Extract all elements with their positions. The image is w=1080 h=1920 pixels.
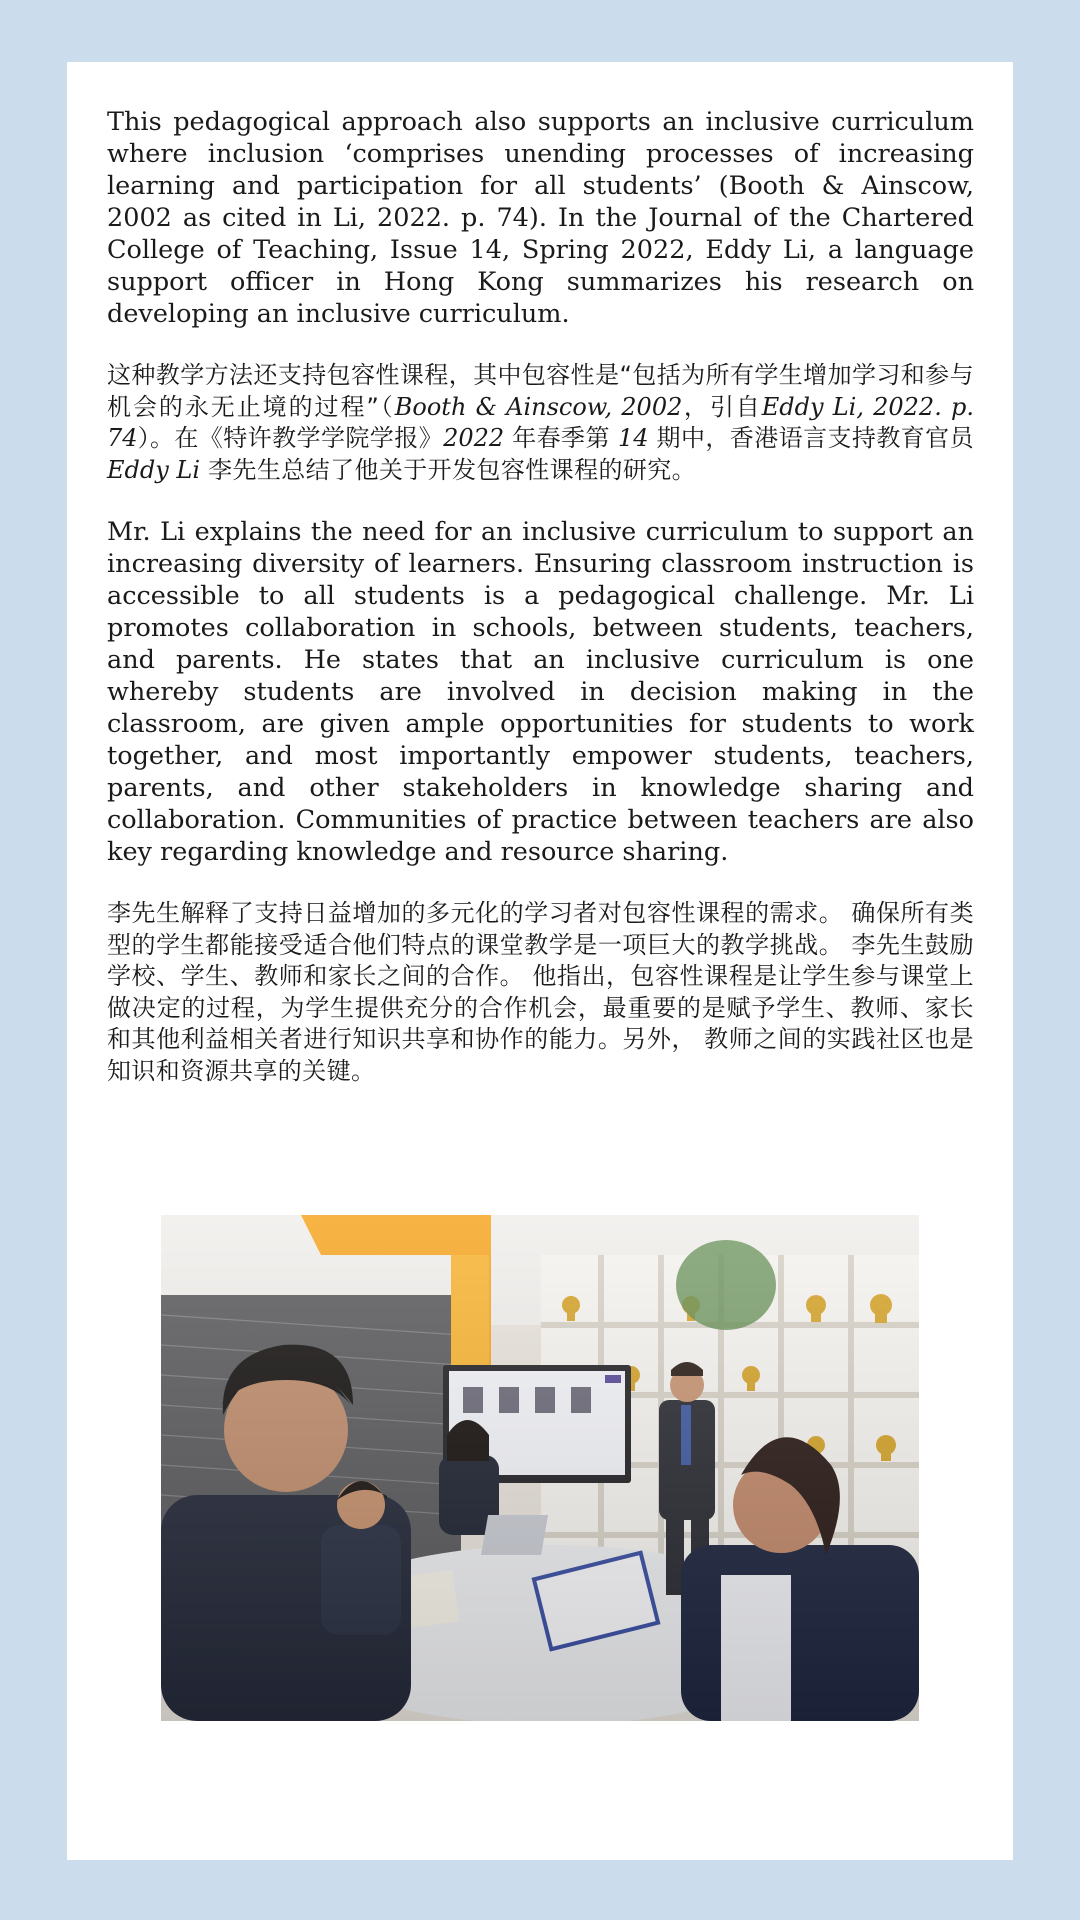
cn1-citation-li: Eddy Li, 2022. p. 74: [107, 392, 974, 452]
cn1-part-e: ）。在《特许教学学院学报》: [137, 424, 444, 452]
cn1-part-g: 年春季第: [504, 424, 618, 452]
paragraph-chinese-2: 李先生解释了支持日益增加的多元化的学习者对包容性课程的需求。 确保所有类型的学生都能接受适合他们特点的课堂教学是一项巨大的教学挑战。 李先生鼓励学校、学生、教师和家长之间的合作。 他指出，包容性课程是让学生参与课堂上做决定的过程，为学生提供充分的合作机会，最重要的是赋予学生、教师、家长和其他利益相关者进行知识共享和协作的能力。另外， 教师之间的实践社区也是知识和资源共享的关键。: [107, 899, 974, 1085]
cn1-citation-booth: Booth & Ainscow, 2002: [394, 392, 683, 421]
cn1-part-i: 期中，香港语言支持教育官员: [648, 424, 974, 452]
paragraph-chinese-1: [107, 360, 974, 486]
classroom-photo-illustration: [161, 1215, 919, 1721]
cn1-author: Eddy Li: [107, 455, 201, 484]
cn1-part-a: 这种教学方法还支持包容性课程，其中包容性是“包括为所有学生增加学习和参与机会的永无止境的过程”（: [107, 361, 974, 421]
paragraph-english-2: Mr. Li explains the need for an inclusive curriculum to support an increasing diversity of learners. Ensuring classroom instruction is accessible to all students is a pedagogical challenge. Mr. Li promotes collaboration in schools, between students, teachers, and parents. He states that an inclusive curriculum is one whereby students are involved in decision making in the classroom, are given ample opportunities for students to work together, and most importantly empower students, teachers, parents, and other stakeholders in knowledge sharing and collaboration. Communities of practice between teachers are also key regarding knowledge and resource sharing.: [107, 517, 974, 867]
text-column: [107, 106, 974, 1117]
paragraph-english-1: This pedagogical approach also supports an inclusive curriculum where inclusion ‘comprises unending processes of increasing learning and participation for all students’ (Booth & Ainscow, 2002 as cited in Li, 2022. p. 74). In the Journal of the Chartered College of Teaching, Issue 14, Spring 2022, Eddy Li, a language support officer in Hong Kong summarizes his research on developing an inclusive curriculum.: [107, 107, 974, 329]
cn1-part-c: ，引自: [682, 392, 762, 421]
cn1-issue: 14: [617, 424, 649, 452]
classroom-photo: [161, 1215, 919, 1721]
document-page: [67, 62, 1013, 1860]
cn1-year: 2022: [443, 424, 505, 452]
cn1-part-k: 李先生总结了他关于开发包容性课程的研究。: [200, 455, 697, 484]
